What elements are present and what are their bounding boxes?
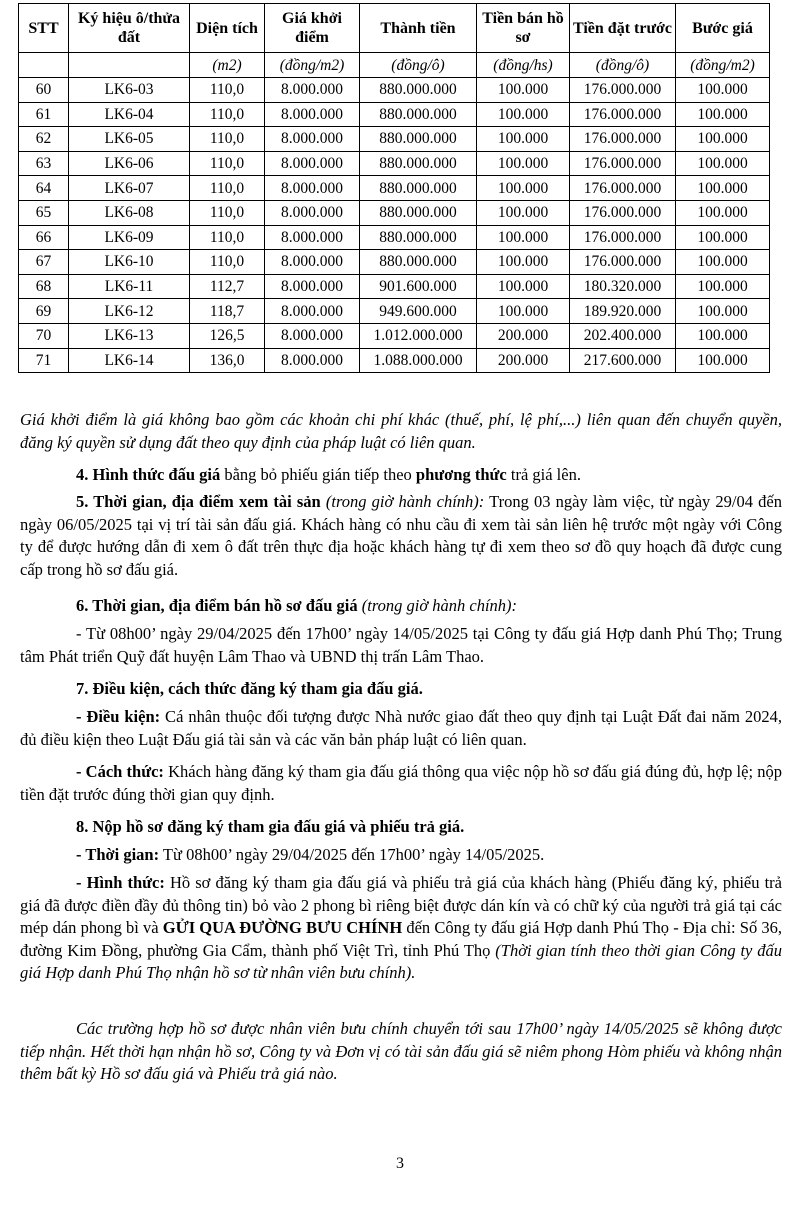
unit-cell: (đồng/hs) <box>477 53 570 78</box>
section-6-heading: 6. Thời gian, địa điểm bán hồ sơ đấu giá (trong giờ hành chính): <box>76 596 518 615</box>
closing-note: Các trường hợp hồ sơ được nhân viên bưu chính chuyển tới sau 17h00’ ngày 14/05/2025 sẽ không được tiếp nhận. Hết thời hạn nhận hồ sơ, Công ty và Đơn vị có tài sản đấu giá sẽ niêm phong Hòm phiếu và không nhận thêm bất kỳ Hồ sơ đấu giá và Phiếu trả giá nào. <box>20 1019 782 1083</box>
table-row <box>19 323 770 348</box>
starting-price-note: Giá khởi điểm là giá không bao gồm các khoản chi phí khác (thuế, phí, lệ phí,...) liên quan đến chuyển quyền, đăng ký quyền sử dụng đất theo quy định của pháp luật có liên quan. <box>20 410 782 452</box>
section-7-method: - Cách thức: Khách hàng đăng ký tham gia đấu giá thông qua việc nộp hồ sơ đấu giá đúng đủ, hợp lệ; nộp tiền đặt trước đúng thời gian quy định. <box>20 762 782 804</box>
table-body <box>19 78 770 373</box>
table-row <box>19 102 770 127</box>
table-row <box>19 200 770 225</box>
table-cell: 110,0 <box>190 78 265 103</box>
table-units-row <box>19 53 770 78</box>
table-cell: 100.000 <box>676 250 770 275</box>
table-cell: 200.000 <box>477 348 570 373</box>
section-5: 5. Thời gian, địa điểm xem tài sản (trong giờ hành chính): Trong 03 ngày làm việc, từ ngày 29/04 đến ngày 06/05/2025 tại vị trí tài sản đấu giá. Khách hàng có nhu cầu đi xem tài sản liên hệ trước một ngày với Công ty để được hướng dẫn đi xem ô đất trên thực địa hoặc khách hàng tự đi xem theo sơ đồ quy hoạch đã được cung cấp trong hồ sơ đấu giá. <box>20 492 782 579</box>
table-cell: LK6-09 <box>69 225 190 250</box>
table-cell: 110,0 <box>190 151 265 176</box>
table-cell: 8.000.000 <box>265 348 360 373</box>
table-cell: 110,0 <box>190 102 265 127</box>
table-cell: 100.000 <box>477 200 570 225</box>
table-row <box>19 176 770 201</box>
table-cell: 880.000.000 <box>360 250 477 275</box>
table-cell: 66 <box>19 225 69 250</box>
table-cell: 176.000.000 <box>570 225 676 250</box>
table-cell: 8.000.000 <box>265 200 360 225</box>
table-cell: 100.000 <box>477 299 570 324</box>
table-cell: 176.000.000 <box>570 200 676 225</box>
table-cell: 100.000 <box>676 102 770 127</box>
table-row <box>19 78 770 103</box>
table-cell: 880.000.000 <box>360 102 477 127</box>
table-row <box>19 225 770 250</box>
column-header: Giá khởi điểm <box>265 4 360 53</box>
table-cell: LK6-11 <box>69 274 190 299</box>
table-cell: LK6-08 <box>69 200 190 225</box>
table-cell: 880.000.000 <box>360 176 477 201</box>
table-cell: 880.000.000 <box>360 78 477 103</box>
table-cell: 1.088.000.000 <box>360 348 477 373</box>
table-cell: 8.000.000 <box>265 151 360 176</box>
table-cell: 8.000.000 <box>265 323 360 348</box>
table-cell: 176.000.000 <box>570 250 676 275</box>
table-cell: 136,0 <box>190 348 265 373</box>
table-cell: 67 <box>19 250 69 275</box>
table-cell: 112,7 <box>190 274 265 299</box>
table-row <box>19 299 770 324</box>
table-row <box>19 127 770 152</box>
table-cell: 62 <box>19 127 69 152</box>
column-header: Diện tích <box>190 4 265 53</box>
table-row <box>19 348 770 373</box>
table-cell: LK6-03 <box>69 78 190 103</box>
table-cell: 60 <box>19 78 69 103</box>
table-cell: 8.000.000 <box>265 299 360 324</box>
table-cell: 65 <box>19 200 69 225</box>
table-cell: LK6-14 <box>69 348 190 373</box>
table-cell: 100.000 <box>477 250 570 275</box>
table-cell: 118,7 <box>190 299 265 324</box>
table-cell: 176.000.000 <box>570 127 676 152</box>
table-cell: 880.000.000 <box>360 200 477 225</box>
auction-table <box>18 3 770 373</box>
table-cell: 880.000.000 <box>360 225 477 250</box>
table-row <box>19 151 770 176</box>
table-cell: 100.000 <box>676 225 770 250</box>
unit-cell: (đồng/ô) <box>570 53 676 78</box>
section-8-form: - Hình thức: Hồ sơ đăng ký tham gia đấu giá và phiếu trả giá của khách hàng (Phiếu đăng ký, phiếu trả giá đã được điền đầy đủ thông tin) bỏ vào 2 phong bì riêng biệt được dán kín và có chữ ký của người trả giá tại các mép dán phong bì và GỬI QUA ĐƯỜNG BƯU CHÍNH đến Công ty đấu giá Hợp danh Phú Thọ - Địa chỉ: Số 36, đường Kim Đồng, phường Gia Cẩm, thành phố Việt Trì, tỉnh Phú Thọ (Thời gian tính theo thời gian Công ty đấu giá Hợp danh Phú Thọ nhận hồ sơ từ nhân viên bưu chính). <box>20 873 783 982</box>
table-cell: 1.012.000.000 <box>360 323 477 348</box>
table-row <box>19 274 770 299</box>
table-cell: 880.000.000 <box>360 151 477 176</box>
table-cell: LK6-06 <box>69 151 190 176</box>
table-cell: 100.000 <box>676 200 770 225</box>
unit-cell: (đồng/ô) <box>360 53 477 78</box>
table-cell: 100.000 <box>477 151 570 176</box>
table-cell: 126,5 <box>190 323 265 348</box>
table-cell: 100.000 <box>477 176 570 201</box>
table-row <box>19 250 770 275</box>
table-cell: 100.000 <box>477 225 570 250</box>
table-cell: 176.000.000 <box>570 151 676 176</box>
table-cell: 100.000 <box>477 78 570 103</box>
table-cell: LK6-13 <box>69 323 190 348</box>
section-8-time: - Thời gian: Từ 08h00’ ngày 29/04/2025 đến 17h00’ ngày 14/05/2025. <box>76 845 545 864</box>
column-header: Tiền bán hồ sơ <box>477 4 570 53</box>
unit-cell: (đồng/m2) <box>676 53 770 78</box>
table-cell: 110,0 <box>190 127 265 152</box>
column-header: Ký hiệu ô/thửa đất <box>69 4 190 53</box>
table-cell: 100.000 <box>477 127 570 152</box>
section-7-conditions: - Điều kiện: Cá nhân thuộc đối tượng được Nhà nước giao đất theo quy định tại Luật Đất đai năm 2024, đủ điều kiện theo Luật Đấu giá tài sản và các văn bản pháp luật có liên quan. <box>20 707 783 749</box>
table-cell: 68 <box>19 274 69 299</box>
table-cell: 100.000 <box>676 348 770 373</box>
table-cell: 8.000.000 <box>265 225 360 250</box>
unit-cell: (m2) <box>190 53 265 78</box>
table-cell: 180.320.000 <box>570 274 676 299</box>
table-cell: 110,0 <box>190 250 265 275</box>
table-header-row <box>19 4 770 53</box>
table-cell: 110,0 <box>190 176 265 201</box>
table-cell: 70 <box>19 323 69 348</box>
table-cell: LK6-12 <box>69 299 190 324</box>
table-cell: 8.000.000 <box>265 250 360 275</box>
table-cell: LK6-10 <box>69 250 190 275</box>
table-cell: 901.600.000 <box>360 274 477 299</box>
table-cell: 176.000.000 <box>570 102 676 127</box>
column-header: Tiền đặt trước <box>570 4 676 53</box>
column-header: Thành tiền <box>360 4 477 53</box>
table-cell: 949.600.000 <box>360 299 477 324</box>
table-cell: 71 <box>19 348 69 373</box>
table-cell: LK6-04 <box>69 102 190 127</box>
unit-cell: (đồng/m2) <box>265 53 360 78</box>
table-cell: 100.000 <box>676 151 770 176</box>
table-cell: 100.000 <box>676 78 770 103</box>
unit-cell <box>69 53 190 78</box>
table-cell: 64 <box>19 176 69 201</box>
table-cell: 61 <box>19 102 69 127</box>
table-cell: 8.000.000 <box>265 176 360 201</box>
table-cell: 63 <box>19 151 69 176</box>
table-cell: 176.000.000 <box>570 176 676 201</box>
table-cell: 100.000 <box>676 323 770 348</box>
table-cell: 100.000 <box>477 274 570 299</box>
table-cell: 8.000.000 <box>265 127 360 152</box>
table-cell: 8.000.000 <box>265 274 360 299</box>
table-cell: 100.000 <box>676 299 770 324</box>
table-cell: 189.920.000 <box>570 299 676 324</box>
table-cell: 100.000 <box>477 102 570 127</box>
table-cell: 110,0 <box>190 200 265 225</box>
table-cell: 217.600.000 <box>570 348 676 373</box>
table-cell: LK6-05 <box>69 127 190 152</box>
section-7-heading: 7. Điều kiện, cách thức đăng ký tham gia đấu giá. <box>76 679 423 698</box>
table-cell: 200.000 <box>477 323 570 348</box>
section-4: 4. Hình thức đấu giá bằng bỏ phiếu gián tiếp theo phương thức trả giá lên. <box>76 465 581 484</box>
table-cell: 176.000.000 <box>570 78 676 103</box>
unit-cell <box>19 53 69 78</box>
section-6-body: - Từ 08h00’ ngày 29/04/2025 đến 17h00’ ngày 14/05/2025 tại Công ty đấu giá Hợp danh Phú Thọ; Trung tâm Phát triển Quỹ đất huyện Lâm Thao và UBND thị trấn Lâm Thao. <box>20 624 782 666</box>
table-cell: 69 <box>19 299 69 324</box>
table-cell: LK6-07 <box>69 176 190 201</box>
table-cell: 100.000 <box>676 274 770 299</box>
table-cell: 8.000.000 <box>265 78 360 103</box>
table-cell: 880.000.000 <box>360 127 477 152</box>
table-cell: 202.400.000 <box>570 323 676 348</box>
table-cell: 100.000 <box>676 176 770 201</box>
table-cell: 8.000.000 <box>265 102 360 127</box>
column-header: STT <box>19 4 69 53</box>
table-cell: 110,0 <box>190 225 265 250</box>
table-cell: 100.000 <box>676 127 770 152</box>
page-number: 3 <box>396 1155 404 1172</box>
column-header: Bước giá <box>676 4 770 53</box>
section-8-heading: 8. Nộp hồ sơ đăng ký tham gia đấu giá và phiếu trả giá. <box>76 817 465 836</box>
